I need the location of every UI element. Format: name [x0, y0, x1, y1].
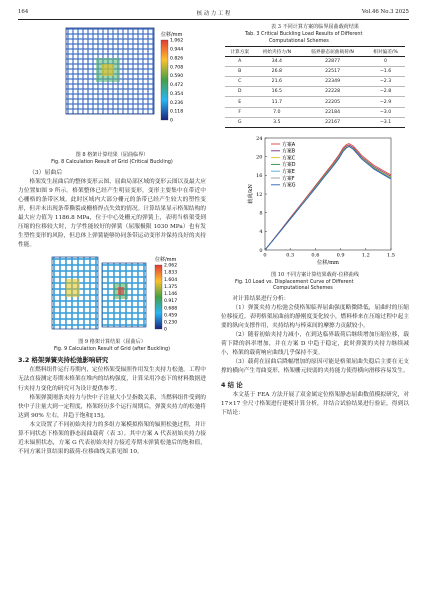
- legend-value: 0.236: [170, 100, 184, 106]
- table-cell: 16.5: [254, 87, 299, 97]
- grid-contour-plot-8: [18, 24, 206, 152]
- table-header-cell: 临界静态屈曲载荷/N: [299, 47, 366, 57]
- figure-9: [18, 253, 206, 339]
- paragraph-after-buckling: 格架发生屈曲后的整体变形云图、屈曲局部区域的变形云图以及最大应力位置如图 9 所示。格架整体已经产生明显变形，变形主要集中在带近中心栅格的条带区域。此时区域内大部分栅元的条带已经产生较大的塑性变形，但并未出现条带撕裂或栅格焊点失效的情况。计算结果显示格架结构的最大应力值为 1186.8 MPa，位于中心处栅元的弹簧上，表明当格架受到压缩的位移较大时，力学性能较好的弹簧（屈服极限 1030 MPa）也有发生塑性变形的风险，但总体上弹簧能够协同条带运动变形并保持良好的夹持性能。: [18, 178, 206, 248]
- figure-8: [18, 24, 206, 152]
- y-tick-label: 8: [259, 210, 263, 217]
- table-cell: 22205: [299, 97, 366, 107]
- table-header-cell: 计算方案: [225, 47, 254, 57]
- legend-entry: 方案B: [282, 148, 296, 155]
- table-cell: −3.1: [366, 117, 405, 127]
- y-axis-label: 载荷/kN: [248, 183, 254, 204]
- table-cell: C: [225, 77, 254, 87]
- figure-9-caption-en: Fig. 9 Calculation Result of Grid (after Buckling): [53, 345, 171, 352]
- y-tick-label: 4: [259, 228, 263, 235]
- table-cell: 22349: [299, 77, 366, 87]
- color-legend-8: [161, 31, 183, 124]
- table-cell: 22184: [299, 107, 366, 117]
- grid-mesh-9: [52, 257, 146, 329]
- legend-value: 0.944: [170, 47, 184, 53]
- volume-info: Vol.46 No.3 2025: [361, 9, 409, 15]
- x-tick-label: 0.6: [311, 252, 320, 259]
- table-cell: A: [225, 57, 254, 67]
- x-tick-label: 1.2: [361, 252, 370, 259]
- table-cell: 0: [366, 57, 405, 67]
- table-header-cell: 初始夹持力/N: [254, 47, 299, 57]
- table-3-title-en-1: Tab. 3 Critical Buckling Load Results of Different: [245, 31, 363, 37]
- legend-value: 2.062: [164, 263, 178, 269]
- legend-value: 0.688: [164, 306, 178, 312]
- legend-value: 1.375: [164, 284, 178, 290]
- table-cell: −1.6: [366, 67, 405, 77]
- figure-10-caption-en-1: Fig. 10 Load vs. Displacement Curve of Different: [235, 278, 354, 285]
- analysis-item-2: （2）随着初始夹持力减小，在到达临界载荷后继续增加压缩位移，载荷下降的斜率增加，并在方案 D 中趋于稳定，此时弹簧的夹持力继续减小，格架的载荷响应曲线几乎保持不变。: [221, 331, 409, 357]
- section-4-title: 4 结 论: [221, 381, 243, 390]
- table-row: [225, 97, 405, 107]
- header-rule: [18, 19, 409, 20]
- table-cell: 7.0: [254, 107, 299, 117]
- legend-value: 1.146: [164, 291, 178, 297]
- section-3-2-title: 3.2 格架弹簧夹持松弛影响研究: [18, 356, 109, 365]
- page-number: 164: [18, 9, 29, 15]
- table-cell: B: [225, 67, 254, 77]
- legend-entry: 方案E: [282, 168, 295, 175]
- table-cell: −2.3: [366, 77, 405, 87]
- table-cell: −3.0: [366, 107, 405, 117]
- analysis-intro: 对计算结果进行分析：: [232, 295, 290, 302]
- color-legend-9: [155, 256, 177, 333]
- table-header-row: [225, 47, 405, 57]
- legend-value: 0: [164, 327, 167, 333]
- table-cell: 22167: [299, 117, 366, 127]
- right-column: [221, 24, 409, 418]
- figure-9-caption-cn: 图 9 格架计算结果（屈曲后）: [78, 338, 146, 345]
- x-axis-label: 位移/mm: [317, 259, 339, 266]
- table-cell: 22228: [299, 87, 366, 97]
- table-cell: F: [225, 107, 254, 117]
- legend-value: 0.917: [164, 299, 178, 305]
- x-tick-label: 1.5: [387, 252, 395, 259]
- figure-8-caption-cn: 图 8 格架计算结果（屈曲临界）: [75, 152, 149, 158]
- subsection-3-label: （3）屈曲后: [29, 169, 63, 176]
- legend-entry: 方案A: [282, 141, 296, 148]
- legend-value: 0: [170, 118, 173, 124]
- legend-value: 0.590: [170, 74, 184, 80]
- analysis-item-1: （1）弹簧夹持力松弛会使格架临界屈曲强度略微降低，屈曲时的压缩位移接近。表明格架屈曲前的静刚度变化较小，燃料棒来在压缩过程中起主要的纵向支撑作用，夹持结构与棒束间的摩擦力贡献较小。: [221, 304, 409, 329]
- y-tick-label: 0: [259, 247, 263, 254]
- table-3: [225, 46, 405, 128]
- x-tick-label: 0.9: [336, 252, 345, 259]
- table-row: [225, 107, 405, 117]
- legend-value: 0.230: [164, 320, 178, 326]
- analysis-item-3: （3）载荷在屈曲后降幅增加的原因可能是格架屈曲失稳后主要在无支撑的横向产生弯曲变形，格架栅元较弱的夹持能力使得横向滑移容易发生。: [221, 359, 409, 375]
- legend-entry: 方案C: [282, 155, 296, 162]
- legend-value: 0.826: [170, 56, 184, 62]
- legend-value: 0.472: [170, 83, 184, 89]
- table-cell: 22877: [299, 57, 366, 67]
- paragraph-relaxation-3: 本文设置了不同初始夹持力的多组方案模拟格架的辐照松弛过程，并计算不同状态下格架的静态屈曲载荷（表 3）。其中方案 A 代表初始夹持力接近未辐照状态，方案 G 代表初始夹持力接近寿期末弹簧松弛后的饱和值，不同方案计算结果的载荷-位移曲线关系见图 10。: [18, 421, 206, 455]
- table-3-title-en-2: Computational Schemes: [269, 37, 329, 44]
- table-cell: 11.7: [254, 97, 299, 107]
- legend-value: 0.708: [170, 65, 184, 71]
- y-tick-label: 16: [256, 172, 263, 179]
- table-cell: 21.6: [254, 77, 299, 87]
- legend-value: 0.459: [164, 313, 178, 319]
- legend-entry: 方案D: [282, 161, 296, 168]
- table-row: [225, 57, 405, 67]
- figure-8-caption-en: Fig. 8 Calculation Result of Grid (Critical Buckling): [51, 159, 173, 165]
- paragraph-relaxation-1: 在燃料组件运行寿期内，定位格架受辐照作用发生夹持力松弛。工程中无法直接测定寿期末格架在堆内的结构强度，计算采用冷态下的材料数据进行夹持力变化的研究可为设计提供参考。: [18, 367, 206, 392]
- legend-title: 位移/mm: [161, 32, 183, 38]
- figure-10: [221, 132, 409, 272]
- legend-value: 0.354: [170, 91, 184, 97]
- table-3-title-cn: 表 3 不同计算方案的临界屈曲载荷结果: [271, 24, 359, 30]
- table-cell: G: [225, 117, 254, 127]
- table-row: [225, 87, 405, 97]
- table-cell: D: [225, 87, 254, 97]
- journal-name: 核 动 力 工 程: [196, 11, 231, 17]
- table-cell: 22517: [299, 67, 366, 77]
- paragraph-relaxation-2: 格架弹簧刚条夹持力与快中子注量大小呈指数关系，当燃料组件受到的快中子注量大到一定程度，格架经历多个运行周期后，弹簧夹持力的松弛将达到 90% 左右，并趋于饱和[15]。: [18, 394, 206, 419]
- legend-value: 1.062: [170, 38, 184, 44]
- table-cell: 34.4: [254, 57, 299, 67]
- table-cell: −2.9: [366, 97, 405, 107]
- x-tick-label: 0.3: [286, 252, 295, 259]
- x-tick-label: 0: [263, 252, 267, 259]
- y-tick-label: 12: [256, 191, 263, 198]
- grid-mesh-8: [66, 28, 154, 114]
- table-cell: −2.8: [366, 87, 405, 97]
- y-tick-label: 24: [256, 135, 263, 142]
- conclusion-paragraph: 本文基于 FEA 方法开展了双金属定位格架静态屈曲数值模拟研究，对 17×17 全尺寸格架进行建模计算分析，并结合试验结果进行验证，得到以下结论：: [221, 392, 409, 417]
- y-tick-label: 20: [256, 154, 263, 161]
- legend-title: 位移/mm: [155, 256, 177, 263]
- table-row: [225, 77, 405, 87]
- grid-contour-plot-9: [18, 253, 206, 339]
- legend-value: 0.118: [170, 109, 184, 115]
- figure-10-caption-cn: 图 10 不同方案计算结果载荷-位移曲线: [271, 271, 359, 278]
- left-column: [18, 24, 206, 457]
- legend-entry: 方案G: [282, 182, 296, 189]
- legend-value: 1.833: [164, 270, 178, 276]
- figure-10-caption-en-2: Computational Schemes: [273, 285, 333, 292]
- table-row: [225, 67, 405, 77]
- legend-value: 1.604: [164, 277, 178, 283]
- legend-entry: 方案F: [282, 175, 295, 182]
- table-cell: 3.5: [254, 117, 299, 127]
- table-row: [225, 117, 405, 127]
- table-header-cell: 相对偏差/%: [366, 47, 405, 57]
- load-displacement-chart: [221, 132, 409, 272]
- table-cell: 26.8: [254, 67, 299, 77]
- page-header: [18, 9, 409, 19]
- table-cell: E: [225, 97, 254, 107]
